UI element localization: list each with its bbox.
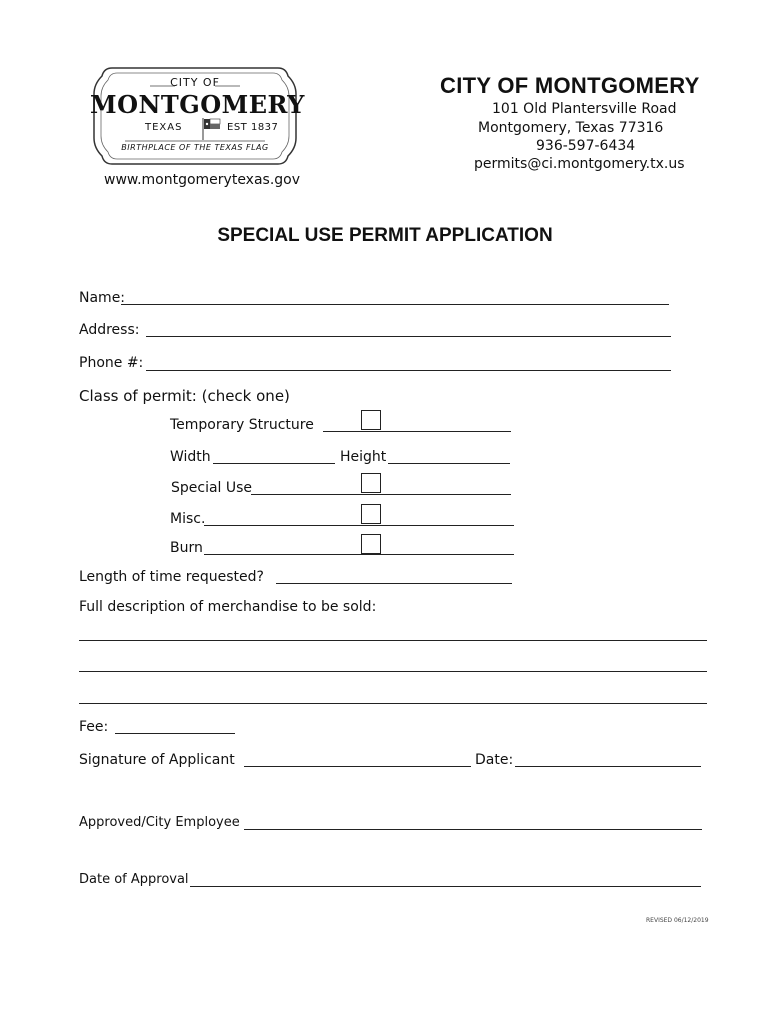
revised-date: REVISED 06/12/2019	[646, 917, 709, 924]
approved-employee-label: Approved/City Employee	[79, 815, 240, 830]
width-label: Width	[170, 449, 211, 465]
address-line-1: 101 Old Plantersville Road	[492, 101, 677, 117]
form-title: SPECIAL USE PERMIT APPLICATION	[217, 225, 553, 246]
burn-label: Burn	[170, 540, 203, 556]
description-line-1[interactable]	[79, 640, 707, 641]
address-field[interactable]	[146, 336, 671, 337]
website-link[interactable]: www.montgomerytexas.gov	[104, 172, 301, 188]
description-label: Full description of merchandise to be sold:	[79, 599, 377, 615]
approved-employee-field[interactable]	[244, 829, 702, 830]
email-address[interactable]: permits@ci.montgomery.tx.us	[474, 156, 685, 172]
misc-checkbox[interactable]	[361, 504, 381, 524]
logo-est: EST 1837	[227, 122, 279, 133]
phone-label: Phone #:	[79, 355, 144, 371]
temp-structure-checkbox[interactable]	[361, 410, 381, 430]
logo-name: MONTGOMERY	[90, 90, 305, 119]
texas-flag-icon	[203, 118, 220, 140]
class-of-permit-label: Class of permit: (check one)	[79, 387, 290, 405]
burn-checkbox[interactable]	[361, 534, 381, 554]
height-label: Height	[340, 449, 387, 465]
misc-line	[204, 525, 514, 526]
burn-line	[204, 554, 514, 555]
length-of-time-label: Length of time requested?	[79, 569, 264, 585]
length-of-time-field[interactable]	[276, 583, 512, 584]
phone-field[interactable]	[146, 370, 671, 371]
fee-field[interactable]	[115, 733, 235, 734]
temp-structure-label: Temporary Structure	[170, 417, 314, 433]
logo-city-of: CITY OF	[170, 76, 220, 89]
date-field[interactable]	[515, 766, 701, 767]
height-field[interactable]	[388, 463, 510, 464]
logo-tagline: BIRTHPLACE OF THE TEXAS FLAG	[121, 143, 269, 152]
temp-structure-line	[323, 431, 511, 432]
city-title: CITY OF MONTGOMERY	[440, 73, 700, 98]
width-field[interactable]	[213, 463, 335, 464]
date-label: Date:	[475, 752, 514, 768]
approval-date-label: Date of Approval	[79, 872, 189, 887]
name-field[interactable]	[121, 304, 669, 305]
signature-label: Signature of Applicant	[79, 752, 235, 768]
description-line-2[interactable]	[79, 671, 707, 672]
approval-date-field[interactable]	[190, 886, 701, 887]
special-use-line	[251, 494, 511, 495]
fee-label: Fee:	[79, 719, 109, 735]
name-label: Name:	[79, 290, 126, 306]
special-use-checkbox[interactable]	[361, 473, 381, 493]
address-line-2: Montgomery, Texas 77316	[478, 120, 664, 136]
address-label: Address:	[79, 322, 140, 338]
city-logo	[90, 64, 305, 168]
description-line-3[interactable]	[79, 703, 707, 704]
logo-state: TEXAS	[145, 122, 183, 133]
misc-label: Misc.	[170, 511, 206, 527]
special-use-label: Special Use	[171, 480, 253, 496]
phone-number: 936-597-6434	[536, 138, 636, 154]
signature-field[interactable]	[244, 766, 471, 767]
